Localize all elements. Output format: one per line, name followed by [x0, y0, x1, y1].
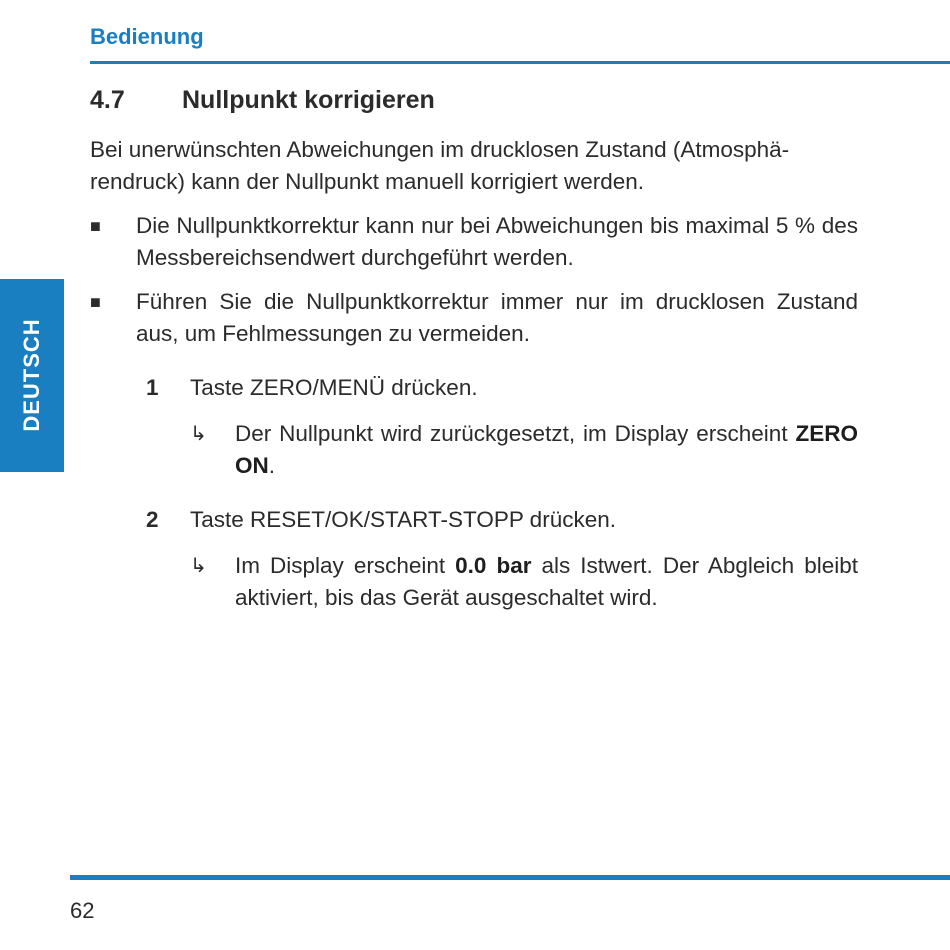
step-text: Taste RESET/OK/START-STOPP drücken.	[190, 507, 616, 532]
square-bullet-icon: ■	[90, 216, 101, 236]
footer-divider	[70, 875, 950, 880]
bullet-item	[90, 286, 858, 350]
bullet-item	[90, 210, 858, 274]
result-text-end: als Istwert. Der Abgleich bleibt aktiviert, bis das Gerät ausgeschaltet wird.	[235, 553, 859, 610]
page-number: 62	[70, 898, 95, 923]
section-number: 4.7	[90, 86, 125, 114]
body-content	[90, 134, 858, 614]
step-number: 2	[146, 507, 159, 532]
step-result	[90, 418, 858, 482]
result-bold-value: 0.0 bar	[455, 553, 532, 578]
step-number: 1	[146, 375, 159, 400]
result-arrow-icon: ↳	[190, 555, 207, 577]
section-title	[90, 86, 435, 115]
result-bold-value: ZERO ON	[235, 421, 858, 478]
result-text: Im Display erscheint	[235, 553, 456, 578]
result-text: Der Nullpunkt wird zurückgesetzt, im Display erscheint	[235, 421, 796, 446]
result-arrow-icon: ↳	[190, 423, 207, 445]
step-item	[90, 504, 858, 536]
step-text: Taste ZERO/MENÜ drücken.	[190, 375, 478, 400]
language-tab-label: DEUTSCH	[19, 318, 44, 432]
language-tab	[0, 279, 64, 472]
step-result	[90, 550, 858, 614]
section-header-label: Bedienung	[90, 24, 204, 49]
step-item	[90, 372, 858, 404]
section-title-text: Nullpunkt korrigieren	[182, 86, 435, 114]
result-text-end: .	[268, 453, 276, 478]
bullet-text: Die Nullpunktkorrektur kann nur bei Abweichungen bis maximal 5 % des Messbereichsendwert durchgeführt werden.	[136, 213, 858, 270]
intro-paragraph: Bei unerwünschten Abweichungen im drucklosen Zustand (Atmosphärendruck) kann der Nullpunkt manuell korrigiert werden.	[90, 137, 790, 194]
bullet-text: Führen Sie die Nullpunktkorrektur immer nur im drucklosen Zustand aus, um Fehlmessungen zu vermeiden.	[136, 289, 858, 346]
square-bullet-icon: ■	[90, 292, 101, 312]
header-divider	[90, 61, 950, 64]
